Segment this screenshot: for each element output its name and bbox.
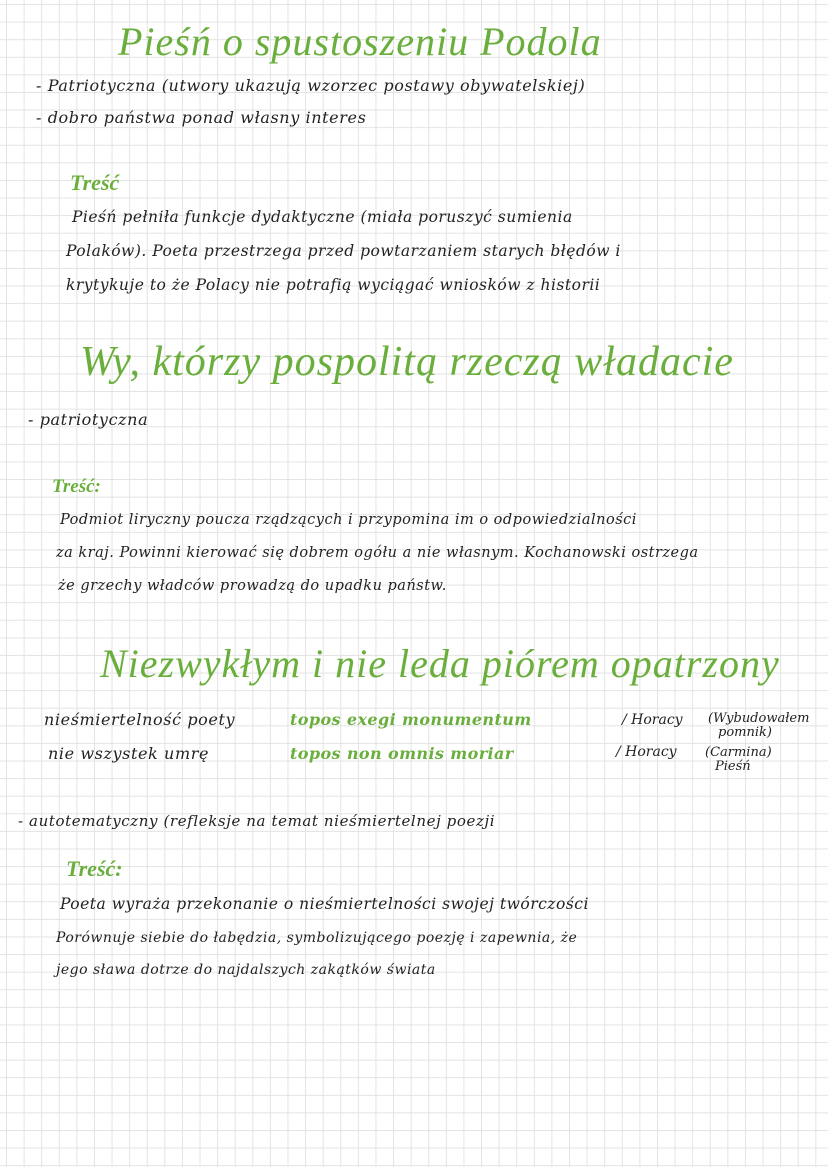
page-title: Pieśń o spustoszeniu Podola	[118, 19, 602, 64]
content-line: Poeta wyraża przekonanie o nieśmiertelności swojej twórczości	[60, 895, 589, 913]
bullet-patriotic: - patriotyczna	[28, 410, 149, 429]
section-title: Niezwykłym i nie leda piórem opatrzony	[100, 641, 780, 686]
content-line: krytykuje to że Polacy nie potrafią wyciągać wniosków z historii	[66, 276, 601, 294]
source: / Horacy	[622, 712, 683, 728]
content-line: że grzechy władców prowadzą do upadku państw.	[58, 578, 447, 594]
source: / Horacy	[616, 744, 677, 760]
content-line: Podmiot liryczny poucza rządzących i przypomina im o odpowiedzialności	[60, 512, 637, 528]
content-heading: Treść:	[66, 856, 123, 881]
topos: topos non omnis moriar	[290, 744, 514, 763]
content-line: Polaków). Poeta przestrzega przed powtarzaniem starych błędów i	[66, 242, 621, 260]
note-line: Pieśń	[715, 759, 751, 774]
content-line: Pieśń pełniła funkcje dydaktyczne (miała poruszyć sumienia	[72, 208, 573, 226]
note	[708, 712, 809, 740]
note	[705, 746, 772, 774]
section-title: Wy, którzy pospolitą rzeczą władacie	[80, 339, 734, 385]
content-line: Porównuje siebie do łabędzia, symbolizującego poezję i zapewnia, że	[56, 930, 578, 946]
bullet-state-good: - dobro państwa ponad własny interes	[36, 108, 367, 127]
row-left: nie wszystek umrę	[48, 744, 210, 763]
content-heading: Treść:	[52, 476, 101, 497]
content-line: jego sława dotrze do najdalszych zakątków świata	[56, 962, 436, 978]
note-line: pomnik)	[718, 725, 772, 740]
row-left: nieśmiertelność poety	[44, 710, 236, 729]
note-line: (Carmina)	[705, 745, 772, 760]
content-heading: Treść	[70, 170, 120, 195]
note-line: (Wybudowałem	[708, 711, 810, 726]
content-line: za kraj. Powinni kierować się dobrem ogółu a nie własnym. Kochanowski ostrzega	[56, 545, 699, 561]
bullet-patriotic: - Patriotyczna (utwory ukazują wzorzec postawy obywatelskiej)	[36, 76, 586, 95]
topos: topos exegi monumentum	[290, 710, 532, 729]
bullet-autothematic: - autotematyczny (refleksje na temat nieśmiertelnej poezji	[18, 812, 496, 830]
